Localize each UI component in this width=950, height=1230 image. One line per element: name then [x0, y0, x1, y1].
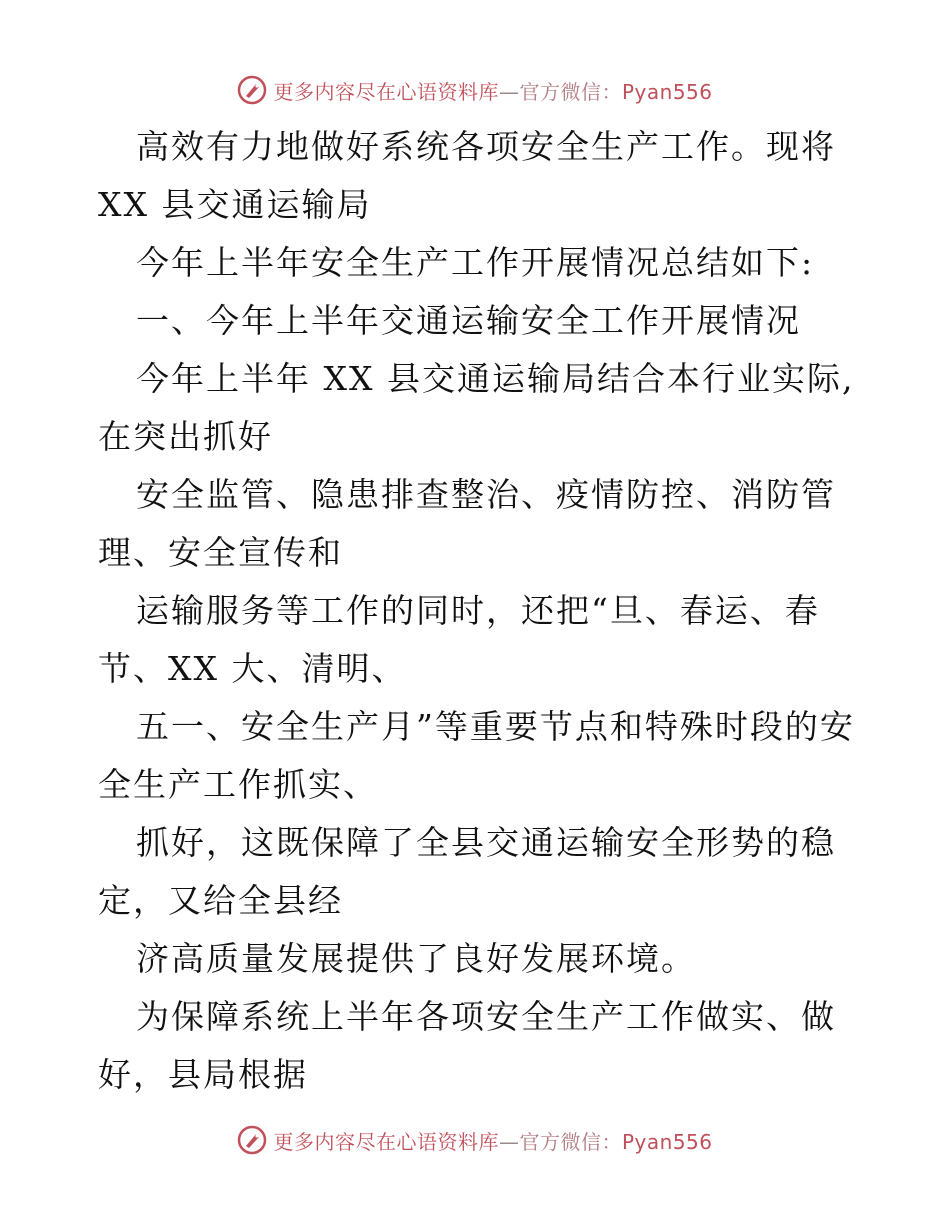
paragraph-line: 高效有力地做好系统各项安全生产工作。现将: [136, 127, 836, 166]
banner-dash: —: [498, 1129, 520, 1154]
banner-wechat-handle: Pyan556: [621, 1129, 713, 1154]
paragraph-line: 节、XX 大、清明、: [98, 649, 407, 688]
paragraph-line: 好，县局根据: [98, 1055, 308, 1094]
banner-text: [273, 1126, 712, 1155]
paragraph-line: XX 县交通运输局: [98, 185, 372, 224]
paragraph-line: 今年上半年 XX 县交通运输局结合本行业实际,: [136, 359, 855, 398]
document-body: [98, 118, 858, 1104]
paragraph-line: 今年上半年安全生产工作开展情况总结如下:: [136, 243, 815, 282]
section-heading: 一、今年上半年交通运输安全工作开展情况: [136, 301, 801, 340]
paragraph-line: 全生产工作抓实、: [98, 765, 378, 804]
pen-nib-logo-icon: [237, 75, 267, 105]
pen-nib-logo-icon: [237, 1125, 267, 1155]
header-banner: [0, 70, 950, 110]
banner-wechat-label: 官方微信：: [519, 1129, 622, 1154]
paragraph-line: 为保障系统上半年各项安全生产工作做实、做: [136, 997, 836, 1036]
paragraph-line: 安全监管、隐患排查整治、疫情防控、消防管: [136, 475, 836, 514]
paragraph-line: 理、安全宣传和: [98, 533, 343, 572]
paragraph-line: 在突出抓好: [98, 417, 273, 456]
paragraph-line: 运输服务等工作的同时，还把“旦、春运、春: [136, 591, 820, 630]
banner-dash: —: [498, 79, 520, 104]
banner-wechat-label: 官方微信：: [519, 79, 622, 104]
paragraph-line: 济高质量发展提供了良好发展环境。: [136, 939, 696, 978]
paragraph-line: 定，又给全县经: [98, 881, 343, 920]
banner-wechat-handle: Pyan556: [621, 79, 713, 104]
banner-site-text: 更多内容尽在心语资料库: [273, 1129, 499, 1154]
paragraph-line: 五一、安全生产月”等重要节点和特殊时段的安: [136, 707, 855, 746]
banner-text: [273, 76, 712, 105]
paragraph-line: 抓好，这既保障了全县交通运输安全形势的稳: [136, 823, 836, 862]
footer-banner: [0, 1120, 950, 1160]
banner-site-text: 更多内容尽在心语资料库: [273, 79, 499, 104]
